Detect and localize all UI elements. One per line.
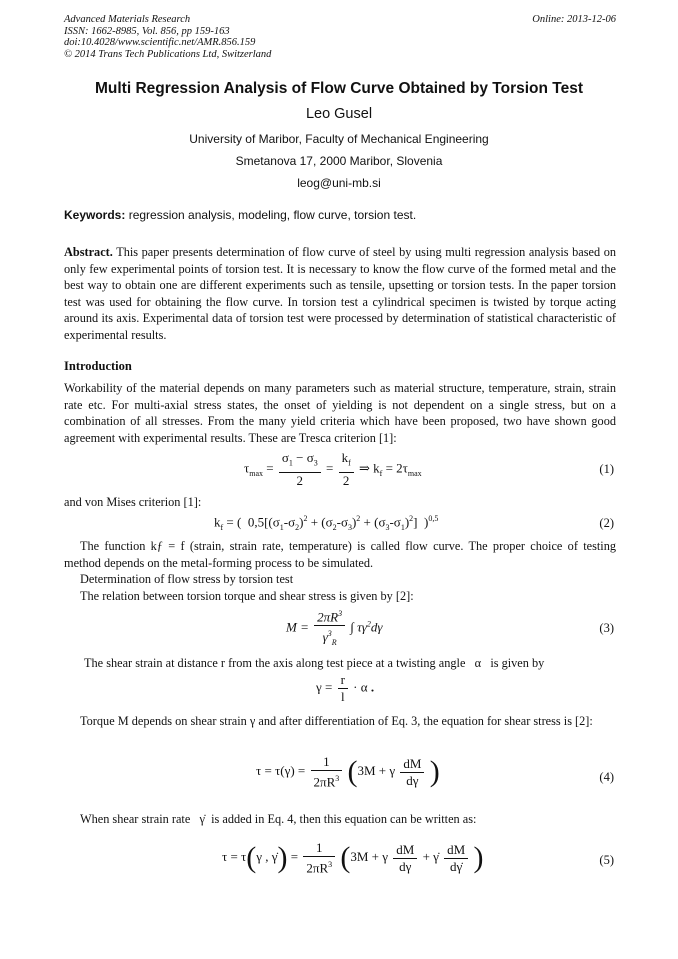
intro-paragraph-3: The function kƒ = f (strain, strain rate, temperature) is called flow curve. The proper choice of testing method depends on the metal-forming process to be simulated. — [64, 539, 616, 570]
intro-paragraph-6: The shear strain at distance r from the axis along test piece at a twisting angle α is given by — [84, 656, 545, 670]
abstract-text: This paper presents determination of flow curve of steel by using multi regression analysis based on only few experimental points of torsion test. It is necessary to know the flow curve of the formed metal and the best way to obtain one are different experiments such as tensile, upsetting or torsion tests. In the paper torsion test was used for obtaining the flow curve. In torsion test a cylindrical specimen is twisted by torque acting around its axis. Experimental data of torsion test were processed by determination of statistical characteristic of experimental results. — [64, 245, 616, 342]
equation-5-number: (5) — [599, 853, 614, 867]
keywords — [64, 208, 616, 222]
intro-paragraph-2: and von Mises criterion [1]: — [64, 495, 202, 509]
abstract-label: Abstract. — [64, 245, 113, 259]
equation-4: τ = τ(γ) = $\frac{1}{2\pi R^3}$ (3M + γ $\frac{dM}{d\gamma}$ ) — [256, 754, 440, 790]
intro-paragraph-6-end: is given by — [490, 656, 545, 670]
journal-name: Advanced Materials Research — [64, 14, 191, 25]
intro-paragraph-1: Workability of the material depends on many parameters such as material structure, temperature, strain, strain rate etc. For multi-axial stress states, the onset of yielding is not dependent on a single stress, but on a combination of all stresses. From the many yield criteria which have been proposed, two have shown good agreement with experimental results. These are Tresca criterion [1]: — [64, 381, 616, 445]
author-name: Leo Gusel — [305, 106, 373, 122]
copyright: © 2014 Trans Tech Publications Ltd, Switzerland — [64, 48, 272, 60]
paper-title: Multi Regression Analysis of Flow Curve Obtained by Torsion Test — [94, 80, 584, 97]
equation-4-number: (4) — [599, 770, 614, 784]
journal-header — [64, 14, 271, 60]
equation-3: M = $\frac{2\pi R^3}{\gamma^3_R}$ ∫ $\tau\gamma^2d\gamma$ — [286, 606, 383, 651]
subsection-torsion: Determination of flow stress by torsion test — [80, 572, 294, 586]
equation-3-number: (3) — [599, 621, 614, 635]
intro-paragraph-7: Torque M depends on shear strain γ and after differentiation of Eq. 3, the equation for shear stress is [2]: — [80, 714, 593, 728]
intro-paragraph-8-end: is added in Eq. 4, then this equation can be written as: — [211, 812, 477, 826]
issn: ISSN: 1662-8985, Vol. 856, pp 159-163 — [64, 25, 230, 37]
section-heading-introduction: Introduction — [64, 359, 132, 373]
equation-1-number: (1) — [599, 462, 614, 476]
intro-paragraph-6-start: The shear strain at distance r from the axis along test piece at a twisting angle — [84, 656, 466, 670]
affiliation-line2: Smetanova 17, 2000 Maribor, Slovenia — [235, 154, 443, 168]
equation-2-number: (2) — [599, 516, 614, 530]
author-email: leog@uni-mb.si — [297, 176, 381, 190]
affiliation-line1: University of Maribor, Faculty of Mechanical Engineering — [189, 132, 489, 146]
equation-1: $\tau_{max}$ = $\frac{\sigma_1 - \sigma_3}{2}$ = $\frac{k_f}{2}$ ⇒ $k_f = 2\tau_{max}$ — [244, 450, 422, 488]
doi: doi:10.4028/www.scientific.net/AMR.856.159 — [64, 37, 256, 48]
intro-paragraph-8: When shear strain rate γ̇ is added in Eq. 4, then this equation can be written as: — [80, 812, 477, 826]
keywords-text: regression analysis, modeling, flow curve, torsion test. — [125, 208, 417, 222]
intro-paragraph-5: The relation between torsion torque and shear stress is given by [2]: — [80, 589, 414, 603]
equation-5: τ = τ(γ , γ̇) = $\frac{1}{2\pi R^3}$ (3M + γ $\frac{dM}{d\gamma}$ + γ̇ $\frac{dM}{d\gammȧ}$ ) — [222, 840, 484, 876]
equation-2: $k_f$ = ( $0,5[(\sigma_1-\sigma_2)^2 + (\sigma_2-\sigma_3)^2 + (\sigma_3-\sigma_1)^2]$ )$^{0,5}$ — [214, 514, 439, 532]
equation-shear-strain: γ = $\frac{r}{l}$ · α . — [316, 672, 375, 704]
online-date: Online: 2013-12-06 — [532, 14, 616, 25]
keywords-label: Keywords: — [64, 208, 126, 222]
intro-paragraph-8-start: When shear strain rate — [80, 812, 191, 826]
abstract — [64, 244, 616, 343]
